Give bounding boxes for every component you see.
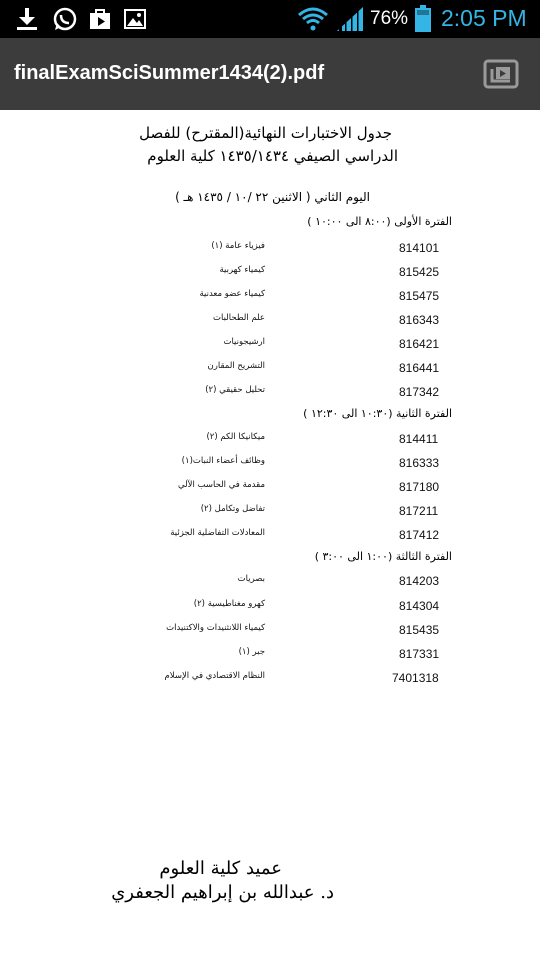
- course-code: 817180: [399, 480, 440, 494]
- download-icon: [12, 5, 42, 33]
- course-code: 817412: [399, 528, 440, 542]
- signature-name: د. عبدالله بن إبراهيم الجعفري: [111, 882, 334, 903]
- course-name: فيزياء عامة (١): [211, 241, 265, 251]
- course-name: كيمياء اللانثنيدات والاكتنيدات: [166, 623, 265, 633]
- course-name: كيمياء عضو معدنية: [199, 289, 265, 299]
- course-code: 7401318: [392, 671, 439, 685]
- course-name: بصريات: [237, 574, 265, 584]
- play-store-icon: [86, 5, 114, 33]
- heading-line-2: الدراسي الصيفي ١٤٣٥/١٤٣٤ كلية العلوم: [147, 147, 398, 165]
- course-code: 817342: [399, 385, 440, 399]
- course-name: تحليل حقيقي (٢): [205, 385, 265, 395]
- course-code: 814203: [399, 574, 440, 588]
- day-line: اليوم الثاني ( الاثنين ٢٢ /١٠ / ١٤٣٥ هـ ): [175, 190, 370, 204]
- course-name: المعادلات التفاضلية الجزئية: [170, 528, 265, 538]
- course-name: ميكانيكا الكم (٢): [206, 432, 265, 442]
- battery-percent: 76%: [370, 8, 409, 29]
- battery-icon: [412, 5, 434, 33]
- course-code: 817331: [399, 647, 440, 661]
- course-name: التشريح المقارن: [207, 361, 265, 371]
- course-name: كهرو مغناطيسية (٢): [193, 599, 265, 609]
- whatsapp-icon: [50, 5, 80, 33]
- course-name: تفاضل وتكامل (٢): [200, 504, 265, 514]
- course-code: 814304: [399, 599, 440, 613]
- period-title-3: الفترة الثالثة (١:٠٠ الى ٣:٠٠ ): [314, 550, 452, 563]
- course-name: النظام الاقتصادي في الإسلام: [164, 671, 265, 681]
- course-code: 814101: [399, 241, 440, 255]
- course-name: وظائف أعضاء النبات(١): [181, 456, 265, 466]
- course-name: علم الطحالبات: [213, 313, 265, 323]
- course-code: 814411: [399, 432, 439, 446]
- document-title: finalExamSciSummer1434(2).pdf: [14, 62, 325, 84]
- status-bar: [0, 0, 540, 38]
- present-icon: [482, 58, 520, 92]
- signature-title: عميد كلية العلوم: [159, 858, 282, 879]
- period-title-1: الفترة الأولى (٨:٠٠ الى ١٠:٠٠ ): [307, 215, 452, 228]
- present-button[interactable]: [482, 58, 520, 92]
- app-title-bar: [0, 38, 540, 110]
- course-name: جبر (١): [238, 647, 265, 657]
- course-code: 817211: [399, 504, 439, 518]
- course-name: كيمياء كهربية: [219, 265, 265, 275]
- course-code: 815435: [399, 623, 440, 637]
- course-code: 815425: [399, 265, 440, 279]
- period-title-2: الفترة الثانية (١٠:٣٠ الى ١٢:٣٠ ): [303, 407, 452, 420]
- course-code: 816421: [399, 337, 440, 351]
- wifi-icon: [296, 5, 330, 33]
- course-code: 816441: [399, 361, 440, 375]
- pdf-page[interactable]: [0, 110, 540, 960]
- course-name: مقدمة في الحاسب الآلي: [177, 480, 265, 490]
- clock: 2:05 PM: [441, 5, 527, 31]
- course-name: ارشيجونيات: [223, 337, 265, 347]
- heading-line-1: جدول الاختبارات النهائية(المقترح) للفصل: [139, 124, 392, 142]
- course-code: 816333: [399, 456, 440, 470]
- course-code: 816343: [399, 313, 440, 327]
- signal-icon: [334, 5, 366, 33]
- course-code: 815475: [399, 289, 440, 303]
- gallery-icon: [121, 5, 149, 33]
